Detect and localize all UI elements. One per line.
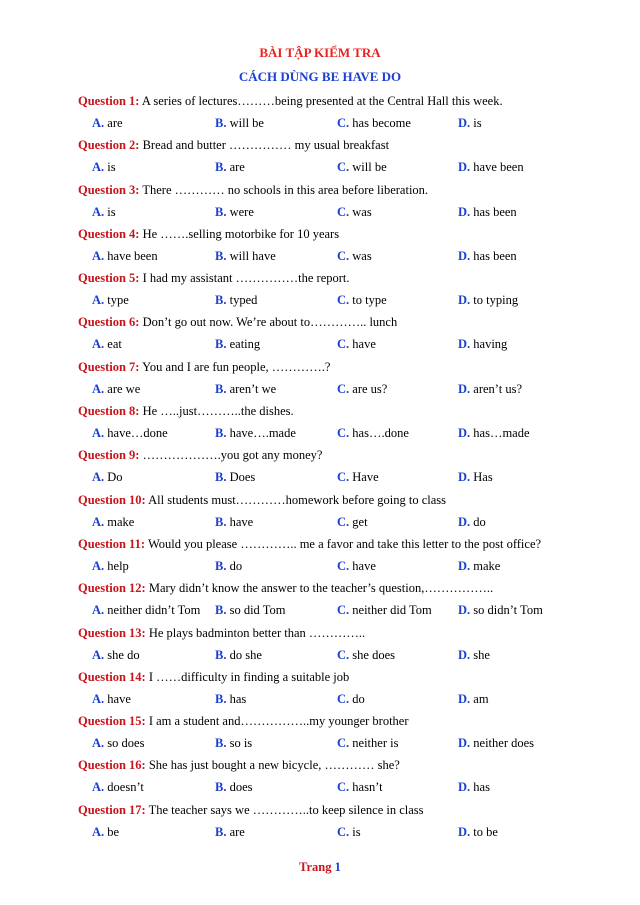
option-letter: C.: [337, 603, 350, 618]
option-letter: D.: [458, 780, 471, 795]
answer-option: [215, 422, 296, 444]
option-text: make: [473, 558, 501, 573]
answer-option: [337, 466, 379, 488]
answer-option: [458, 821, 498, 843]
question-number: Question 14:: [78, 669, 146, 684]
option-text: be: [107, 824, 120, 839]
option-text: have: [352, 558, 376, 573]
answer-option: [337, 732, 398, 754]
answer-option: [458, 466, 493, 488]
question-block: [78, 666, 618, 710]
option-letter: A.: [92, 514, 105, 529]
answer-option: [215, 333, 260, 355]
option-letter: A.: [92, 824, 105, 839]
option-text: does: [229, 780, 253, 795]
question-line: [78, 134, 618, 156]
option-text: are: [229, 824, 245, 839]
option-letter: B.: [215, 470, 227, 485]
question-line: [78, 267, 618, 289]
answer-option: [92, 466, 123, 488]
option-letter: A.: [92, 647, 105, 662]
option-letter: A.: [92, 470, 105, 485]
answer-option: [337, 555, 376, 577]
options-row: [78, 821, 618, 843]
question-block: [78, 90, 618, 134]
option-text: get: [352, 514, 368, 529]
question-text: All students must…………homework before going to class: [148, 492, 447, 507]
option-letter: B.: [215, 647, 227, 662]
options-row: [78, 156, 618, 178]
option-text: she do: [107, 647, 140, 662]
question-block: [78, 223, 618, 267]
answer-option: [92, 688, 131, 710]
answer-option: [458, 688, 489, 710]
question-number: Question 4:: [78, 226, 140, 241]
option-text: is: [107, 204, 116, 219]
option-letter: D.: [458, 824, 471, 839]
question-line: [78, 489, 618, 511]
question-number: Question 16:: [78, 758, 146, 773]
option-text: will be: [229, 116, 264, 130]
question-number: Question 12:: [78, 581, 146, 596]
option-text: has: [473, 780, 490, 795]
option-text: have: [229, 514, 254, 529]
option-letter: C.: [337, 470, 350, 485]
option-text: was: [352, 204, 372, 219]
question-block: [78, 489, 618, 533]
option-letter: C.: [337, 381, 350, 396]
question-line: [78, 710, 618, 732]
option-letter: A.: [92, 691, 105, 706]
document-title: BÀI TẬP KIỂM TRA: [259, 45, 381, 60]
option-text: having: [473, 337, 508, 352]
option-text: are: [229, 160, 245, 175]
question-text: Mary didn’t know the answer to the teacher’s question,……………..: [148, 581, 494, 596]
option-letter: D.: [458, 691, 471, 706]
question-number: Question 6:: [78, 315, 140, 330]
answer-option: [337, 112, 411, 134]
answer-option: [92, 644, 140, 666]
answer-option: [337, 289, 387, 311]
answer-option: [337, 422, 409, 444]
question-text: ……………….you got any money?: [142, 448, 323, 463]
answer-option: [458, 422, 530, 444]
answer-option: [458, 245, 517, 267]
option-letter: C.: [337, 824, 350, 839]
option-text: aren’t we: [229, 381, 277, 396]
question-block: [78, 622, 618, 666]
answer-option: [458, 599, 543, 621]
answer-option: [92, 599, 200, 621]
question-number: Question 17:: [78, 802, 146, 817]
answer-option: [92, 156, 116, 178]
option-letter: A.: [92, 160, 105, 175]
answer-option: [337, 688, 365, 710]
option-letter: C.: [337, 558, 350, 573]
answer-option: [215, 466, 255, 488]
answer-option: [215, 821, 245, 843]
question-block: [78, 710, 618, 754]
option-text: is: [473, 116, 482, 130]
question-text: He …….selling motorbike for 10 years: [142, 226, 340, 241]
option-letter: D.: [458, 248, 471, 263]
question-line: [78, 622, 618, 644]
answer-option: [215, 511, 253, 533]
option-letter: D.: [458, 426, 471, 441]
answer-option: [458, 555, 500, 577]
options-row: [78, 422, 618, 444]
question-text: Bread and butter …………… my usual breakfast: [142, 138, 390, 153]
option-text: Do: [107, 470, 123, 485]
option-letter: C.: [337, 647, 350, 662]
answer-option: [458, 289, 518, 311]
answer-option: [337, 821, 361, 843]
question-number: Question 15:: [78, 714, 146, 729]
answer-option: [458, 511, 486, 533]
option-text: neither did Tom: [352, 603, 432, 618]
option-letter: A.: [92, 116, 105, 130]
options-row: [78, 599, 618, 621]
option-letter: D.: [458, 470, 471, 485]
question-line: [78, 799, 618, 821]
answer-option: [215, 289, 257, 311]
options-row: [78, 289, 618, 311]
option-text: do she: [229, 647, 262, 662]
option-letter: C.: [337, 204, 350, 219]
option-letter: A.: [92, 603, 105, 618]
option-letter: D.: [458, 736, 471, 751]
answer-option: [215, 378, 276, 400]
answer-option: [215, 776, 253, 798]
option-text: to type: [352, 293, 387, 308]
option-text: am: [473, 691, 489, 706]
question-number: Question 1:: [78, 94, 140, 108]
question-number: Question 7:: [78, 359, 140, 374]
option-text: to typing: [473, 293, 519, 308]
question-number: Question 9:: [78, 448, 140, 463]
option-letter: D.: [458, 381, 471, 396]
page-number: 1: [334, 860, 341, 874]
answer-option: [215, 112, 264, 134]
options-row: [78, 333, 618, 355]
option-letter: D.: [458, 603, 471, 618]
option-letter: C.: [337, 293, 350, 308]
option-text: so did Tom: [229, 603, 286, 618]
option-text: are: [107, 116, 123, 130]
answer-option: [92, 112, 123, 134]
option-text: is: [107, 160, 116, 175]
option-letter: A.: [92, 248, 105, 263]
option-text: neither didn’t Tom: [107, 603, 201, 618]
option-letter: B.: [215, 514, 227, 529]
option-text: have….made: [229, 426, 296, 441]
option-text: have been: [473, 160, 524, 175]
question-line: [78, 400, 618, 422]
question-line: [78, 577, 618, 599]
option-text: do: [473, 514, 486, 529]
option-letter: A.: [92, 426, 105, 441]
question-line: [78, 223, 618, 245]
option-text: have: [107, 691, 131, 706]
document-subtitle: CÁCH DÙNG BE HAVE DO: [238, 69, 402, 84]
option-text: have…done: [107, 426, 168, 441]
answer-option: [215, 599, 285, 621]
option-text: type: [107, 293, 129, 308]
option-text: is: [352, 824, 361, 839]
option-letter: B.: [215, 736, 227, 751]
option-text: doesn’t: [107, 780, 144, 795]
option-letter: B.: [215, 116, 227, 130]
question-line: [78, 533, 618, 555]
option-text: eating: [229, 337, 261, 352]
option-letter: B.: [215, 293, 227, 308]
question-text: She has just bought a new bicycle, ………… she?: [148, 758, 400, 773]
option-letter: C.: [337, 691, 350, 706]
options-row: [78, 245, 618, 267]
option-letter: D.: [458, 647, 471, 662]
answer-option: [337, 201, 372, 223]
answer-option: [215, 555, 242, 577]
question-line: [78, 666, 618, 688]
question-block: [78, 577, 618, 621]
option-text: so is: [229, 736, 253, 751]
page-label: Trang: [299, 860, 332, 874]
option-letter: D.: [458, 337, 471, 352]
answer-option: [458, 201, 517, 223]
question-block: [78, 134, 618, 178]
option-letter: D.: [458, 116, 471, 130]
answer-option: [337, 776, 383, 798]
option-text: do: [229, 558, 243, 573]
question-line: [78, 90, 618, 112]
answer-option: [92, 422, 168, 444]
option-letter: C.: [337, 248, 350, 263]
answer-option: [215, 201, 254, 223]
option-letter: A.: [92, 780, 105, 795]
option-text: has been: [473, 204, 517, 219]
option-letter: B.: [215, 337, 227, 352]
question-text: The teacher says we …………..to keep silence in class: [148, 802, 424, 817]
options-row: [78, 201, 618, 223]
option-text: has become: [352, 116, 411, 130]
option-text: hasn’t: [352, 780, 383, 795]
question-line: [78, 179, 618, 201]
question-block: [78, 400, 618, 444]
question-number: Question 13:: [78, 625, 146, 640]
option-letter: B.: [215, 824, 227, 839]
option-letter: A.: [92, 558, 105, 573]
question-text: He …..just………..the dishes.: [142, 404, 294, 419]
option-letter: C.: [337, 116, 350, 130]
option-text: she does: [352, 647, 395, 662]
option-text: were: [229, 204, 254, 219]
option-letter: A.: [92, 204, 105, 219]
option-text: will be: [352, 160, 387, 175]
option-text: do: [352, 691, 365, 706]
option-letter: B.: [215, 204, 227, 219]
options-row: [78, 688, 618, 710]
question-text: You and I are fun people, ………….?: [142, 359, 331, 374]
options-row: [78, 511, 618, 533]
answer-option: [92, 555, 129, 577]
question-line: [78, 754, 618, 776]
answer-option: [215, 732, 252, 754]
question-block: [78, 311, 618, 355]
question-number: Question 11:: [78, 536, 146, 551]
question-text: There ………… no schools in this area before liberation.: [142, 182, 429, 197]
question-block: [78, 179, 618, 223]
answer-option: [215, 245, 276, 267]
answer-option: [92, 333, 122, 355]
option-text: has….done: [352, 426, 409, 441]
answer-option: [92, 511, 134, 533]
answer-option: [337, 156, 387, 178]
option-text: will have: [229, 248, 276, 263]
options-row: [78, 466, 618, 488]
option-letter: B.: [215, 426, 227, 441]
answer-option: [337, 333, 376, 355]
question-text: He plays badminton better than …………..: [148, 625, 366, 640]
question-block: [78, 754, 618, 798]
answer-option: [458, 156, 524, 178]
option-text: Has: [473, 470, 493, 485]
answer-option: [92, 289, 129, 311]
option-text: has been: [473, 248, 517, 263]
option-text: help: [107, 558, 129, 573]
question-block: [78, 799, 618, 843]
option-text: Does: [229, 470, 256, 485]
answer-option: [458, 776, 490, 798]
answer-option: [215, 156, 245, 178]
answer-option: [215, 644, 262, 666]
answer-option: [92, 245, 158, 267]
option-letter: C.: [337, 780, 350, 795]
question-line: [78, 444, 618, 466]
option-letter: B.: [215, 248, 227, 263]
question-number: Question 10:: [78, 492, 146, 507]
option-letter: C.: [337, 337, 350, 352]
option-text: eat: [107, 337, 122, 352]
option-text: so didn’t Tom: [473, 603, 543, 618]
options-row: [78, 555, 618, 577]
question-text: Don’t go out now. We’re about to………….. lunch: [142, 315, 398, 330]
question-block: [78, 444, 618, 488]
question-line: [78, 356, 618, 378]
option-letter: D.: [458, 514, 471, 529]
option-text: was: [352, 248, 372, 263]
answer-option: [458, 644, 490, 666]
answer-option: [337, 378, 387, 400]
question-list: [78, 90, 618, 843]
option-letter: C.: [337, 160, 350, 175]
option-text: make: [107, 514, 135, 529]
option-text: have been: [107, 248, 158, 263]
option-letter: B.: [215, 558, 227, 573]
option-letter: D.: [458, 558, 471, 573]
question-number: Question 2:: [78, 138, 140, 153]
option-text: to be: [473, 824, 498, 839]
answer-option: [215, 688, 246, 710]
option-text: aren’t us?: [473, 381, 522, 396]
answer-option: [92, 732, 144, 754]
option-letter: A.: [92, 293, 105, 308]
question-block: [78, 533, 618, 577]
options-row: [78, 112, 618, 134]
option-text: she: [473, 647, 490, 662]
option-text: Have: [352, 470, 379, 485]
option-letter: B.: [215, 160, 227, 175]
question-text: A series of lectures………being presented at the Central Hall this week.: [141, 94, 503, 108]
option-text: has: [229, 691, 247, 706]
answer-option: [92, 378, 140, 400]
question-number: Question 3:: [78, 182, 140, 197]
option-letter: A.: [92, 381, 105, 396]
question-text: Would you please ………….. me a favor and take this letter to the post office?: [147, 536, 542, 551]
option-letter: B.: [215, 691, 227, 706]
option-text: neither does: [473, 736, 535, 751]
option-text: neither is: [352, 736, 399, 751]
answer-option: [458, 112, 482, 134]
answer-option: [92, 776, 144, 798]
options-row: [78, 644, 618, 666]
answer-option: [337, 511, 368, 533]
option-text: are we: [107, 381, 141, 396]
option-letter: B.: [215, 780, 227, 795]
answer-option: [458, 732, 534, 754]
question-line: [78, 311, 618, 333]
option-text: have: [352, 337, 376, 352]
answer-option: [458, 333, 507, 355]
answer-option: [337, 599, 432, 621]
option-letter: C.: [337, 736, 350, 751]
answer-option: [92, 201, 116, 223]
option-letter: D.: [458, 293, 471, 308]
option-letter: A.: [92, 736, 105, 751]
option-text: are us?: [352, 381, 388, 396]
question-text: I had my assistant ……………the report.: [142, 271, 350, 286]
answer-option: [337, 644, 395, 666]
option-letter: A.: [92, 337, 105, 352]
question-number: Question 8:: [78, 404, 140, 419]
option-text: has…made: [473, 426, 530, 441]
options-row: [78, 732, 618, 754]
question-text: I ……difficulty in finding a suitable job: [148, 669, 350, 684]
option-text: so does: [107, 736, 145, 751]
option-text: typed: [229, 293, 258, 308]
question-number: Question 5:: [78, 271, 140, 286]
answer-option: [337, 245, 372, 267]
question-block: [78, 267, 618, 311]
option-letter: C.: [337, 426, 350, 441]
page-footer: [0, 860, 640, 875]
option-letter: D.: [458, 204, 471, 219]
options-row: [78, 378, 618, 400]
option-letter: C.: [337, 514, 350, 529]
option-letter: B.: [215, 603, 227, 618]
question-text: I am a student and……………..my younger brother: [148, 714, 409, 729]
answer-option: [458, 378, 522, 400]
option-letter: B.: [215, 381, 227, 396]
options-row: [78, 776, 618, 798]
question-block: [78, 356, 618, 400]
option-letter: D.: [458, 160, 471, 175]
answer-option: [92, 821, 119, 843]
